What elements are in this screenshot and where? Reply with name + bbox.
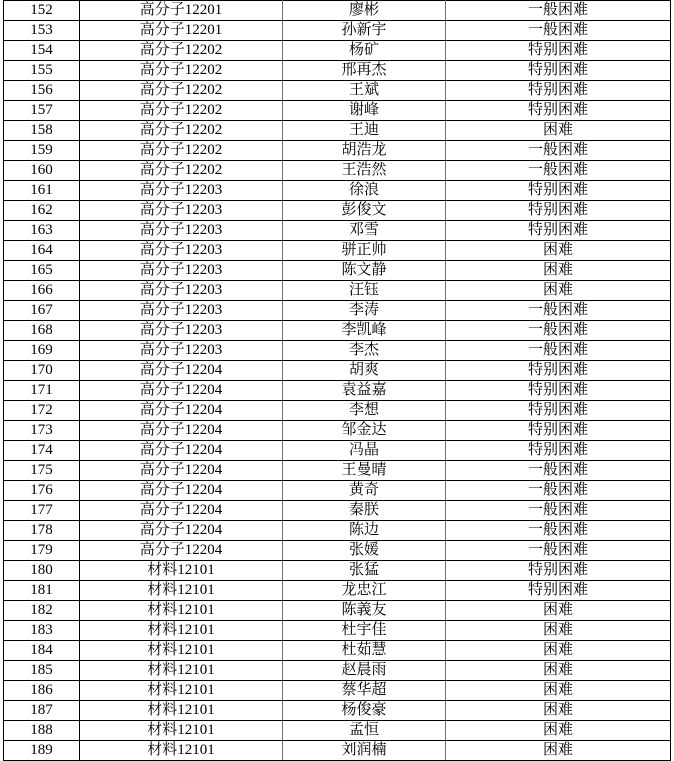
cell-difficulty_level[interactable]: 特别困难: [446, 561, 671, 581]
cell-row_number[interactable]: 180: [4, 561, 80, 581]
table-row: [4, 161, 671, 181]
cell-difficulty_level[interactable]: 困难: [446, 701, 671, 721]
cell-student_name[interactable]: 李凯峰: [283, 321, 446, 341]
cell-student_name[interactable]: 王浩然: [283, 161, 446, 181]
cell-row_number[interactable]: 167: [4, 301, 80, 321]
cell-row_number[interactable]: 154: [4, 41, 80, 61]
table-row: [4, 241, 671, 261]
cell-row_number[interactable]: 160: [4, 161, 80, 181]
table-row: [4, 261, 671, 281]
cell-row_number[interactable]: 173: [4, 421, 80, 441]
cell-student_name[interactable]: 彭俊文: [283, 201, 446, 221]
cell-row_number[interactable]: 168: [4, 321, 80, 341]
cell-difficulty_level[interactable]: 困难: [446, 721, 671, 741]
cell-row_number[interactable]: 172: [4, 401, 80, 421]
cell-row_number[interactable]: 181: [4, 581, 80, 601]
cell-row_number[interactable]: 155: [4, 61, 80, 81]
cell-class_name[interactable]: 高分子12204: [80, 401, 283, 421]
table-row: [4, 581, 671, 601]
cell-row_number[interactable]: 156: [4, 81, 80, 101]
cell-student_name[interactable]: 邢再杰: [283, 61, 446, 81]
cell-student_name[interactable]: 袁益嘉: [283, 381, 446, 401]
cell-row_number[interactable]: 175: [4, 461, 80, 481]
cell-student_name[interactable]: 骈正帅: [283, 241, 446, 261]
cell-difficulty_level[interactable]: 困难: [446, 621, 671, 641]
cell-student_name[interactable]: 胡浩龙: [283, 141, 446, 161]
cell-class_name[interactable]: 高分子12203: [80, 281, 283, 301]
table-row: [4, 201, 671, 221]
table-row: [4, 301, 671, 321]
table-row: [4, 381, 671, 401]
student-difficulty-table: [3, 0, 671, 761]
table-row: [4, 81, 671, 101]
cell-student_name[interactable]: 李杰: [283, 341, 446, 361]
cell-student_name[interactable]: 胡爽: [283, 361, 446, 381]
table-row: [4, 441, 671, 461]
cell-difficulty_level[interactable]: 困难: [446, 661, 671, 681]
cell-difficulty_level[interactable]: 困难: [446, 121, 671, 141]
cell-class_name[interactable]: 高分子12202: [80, 61, 283, 81]
table-row: [4, 41, 671, 61]
cell-difficulty_level[interactable]: 特别困难: [446, 181, 671, 201]
cell-student_name[interactable]: 王迪: [283, 121, 446, 141]
cell-difficulty_level[interactable]: 一般困难: [446, 1, 671, 21]
cell-student_name[interactable]: 杜茹慧: [283, 641, 446, 661]
cell-difficulty_level[interactable]: 特别困难: [446, 201, 671, 221]
cell-row_number[interactable]: 183: [4, 621, 80, 641]
cell-student_name[interactable]: 赵晨雨: [283, 661, 446, 681]
table-row: [4, 61, 671, 81]
cell-student_name[interactable]: 陈義友: [283, 601, 446, 621]
cell-student_name[interactable]: 杨矿: [283, 41, 446, 61]
table-row: [4, 141, 671, 161]
cell-row_number[interactable]: 165: [4, 261, 80, 281]
cell-difficulty_level[interactable]: 困难: [446, 681, 671, 701]
table-row: [4, 601, 671, 621]
cell-difficulty_level[interactable]: 特别困难: [446, 61, 671, 81]
table-row: [4, 21, 671, 41]
cell-class_name[interactable]: 材料12101: [80, 581, 283, 601]
cell-class_name[interactable]: 高分子12203: [80, 241, 283, 261]
cell-student_name[interactable]: 杜宇佳: [283, 621, 446, 641]
table-row: [4, 361, 671, 381]
cell-row_number[interactable]: 189: [4, 741, 80, 761]
cell-class_name[interactable]: 高分子12204: [80, 461, 283, 481]
cell-class_name[interactable]: 高分子12204: [80, 501, 283, 521]
table-row: [4, 221, 671, 241]
cell-row_number[interactable]: 174: [4, 441, 80, 461]
cell-difficulty_level[interactable]: 困难: [446, 281, 671, 301]
table-row: [4, 721, 671, 741]
cell-class_name[interactable]: 高分子12202: [80, 141, 283, 161]
cell-difficulty_level[interactable]: 一般困难: [446, 341, 671, 361]
cell-student_name[interactable]: 陈文静: [283, 261, 446, 281]
cell-difficulty_level[interactable]: 困难: [446, 741, 671, 761]
table-row: [4, 1, 671, 21]
cell-difficulty_level[interactable]: 特别困难: [446, 101, 671, 121]
table-row: [4, 741, 671, 761]
cell-difficulty_level[interactable]: 特别困难: [446, 441, 671, 461]
cell-class_name[interactable]: 材料12101: [80, 701, 283, 721]
table-row: [4, 701, 671, 721]
cell-row_number[interactable]: 177: [4, 501, 80, 521]
cell-difficulty_level[interactable]: 一般困难: [446, 521, 671, 541]
cell-row_number[interactable]: 158: [4, 121, 80, 141]
cell-difficulty_level[interactable]: 困难: [446, 601, 671, 621]
cell-class_name[interactable]: 高分子12203: [80, 201, 283, 221]
table-row: [4, 541, 671, 561]
cell-student_name[interactable]: 张猛: [283, 561, 446, 581]
cell-class_name[interactable]: 高分子12203: [80, 321, 283, 341]
cell-difficulty_level[interactable]: 困难: [446, 641, 671, 661]
table-body: [4, 1, 671, 761]
cell-student_name[interactable]: 蔡华超: [283, 681, 446, 701]
cell-class_name[interactable]: 高分子12204: [80, 381, 283, 401]
cell-class_name[interactable]: 高分子12202: [80, 81, 283, 101]
cell-row_number[interactable]: 166: [4, 281, 80, 301]
cell-difficulty_level[interactable]: 一般困难: [446, 21, 671, 41]
cell-class_name[interactable]: 材料12101: [80, 661, 283, 681]
cell-row_number[interactable]: 171: [4, 381, 80, 401]
table-row: [4, 681, 671, 701]
cell-class_name[interactable]: 材料12101: [80, 621, 283, 641]
cell-row_number[interactable]: 182: [4, 601, 80, 621]
cell-student_name[interactable]: 秦朕: [283, 501, 446, 521]
cell-student_name[interactable]: 王曼晴: [283, 461, 446, 481]
cell-difficulty_level[interactable]: 特别困难: [446, 81, 671, 101]
cell-row_number[interactable]: 169: [4, 341, 80, 361]
cell-difficulty_level[interactable]: 一般困难: [446, 541, 671, 561]
cell-difficulty_level[interactable]: 一般困难: [446, 321, 671, 341]
cell-student_name[interactable]: 冯晶: [283, 441, 446, 461]
cell-class_name[interactable]: 高分子12203: [80, 261, 283, 281]
cell-difficulty_level[interactable]: 一般困难: [446, 501, 671, 521]
cell-class_name[interactable]: 高分子12201: [80, 1, 283, 21]
cell-student_name[interactable]: 李想: [283, 401, 446, 421]
cell-row_number[interactable]: 185: [4, 661, 80, 681]
table-row: [4, 421, 671, 441]
cell-student_name[interactable]: 邹金达: [283, 421, 446, 441]
cell-difficulty_level[interactable]: 特别困难: [446, 401, 671, 421]
cell-class_name[interactable]: 材料12101: [80, 601, 283, 621]
table-row: [4, 461, 671, 481]
cell-difficulty_level[interactable]: 特别困难: [446, 221, 671, 241]
cell-class_name[interactable]: 高分子12204: [80, 521, 283, 541]
cell-student_name[interactable]: 刘润楠: [283, 741, 446, 761]
table-row: [4, 101, 671, 121]
cell-difficulty_level[interactable]: 困难: [446, 241, 671, 261]
cell-class_name[interactable]: 材料12101: [80, 681, 283, 701]
cell-difficulty_level[interactable]: 一般困难: [446, 301, 671, 321]
table-row: [4, 561, 671, 581]
table-row: [4, 401, 671, 421]
cell-class_name[interactable]: 材料12101: [80, 641, 283, 661]
cell-row_number[interactable]: 186: [4, 681, 80, 701]
table-row: [4, 341, 671, 361]
table-row: [4, 181, 671, 201]
cell-student_name[interactable]: 徐浪: [283, 181, 446, 201]
cell-difficulty_level[interactable]: 一般困难: [446, 461, 671, 481]
cell-row_number[interactable]: 152: [4, 1, 80, 21]
cell-row_number[interactable]: 157: [4, 101, 80, 121]
cell-student_name[interactable]: 廖彬: [283, 1, 446, 21]
cell-student_name[interactable]: 孙新宇: [283, 21, 446, 41]
cell-row_number[interactable]: 178: [4, 521, 80, 541]
table-row: [4, 281, 671, 301]
table-row: [4, 641, 671, 661]
cell-student_name[interactable]: 杨俊豪: [283, 701, 446, 721]
cell-class_name[interactable]: 高分子12203: [80, 181, 283, 201]
cell-class_name[interactable]: 材料12101: [80, 741, 283, 761]
cell-student_name[interactable]: 谢峰: [283, 101, 446, 121]
cell-class_name[interactable]: 高分子12204: [80, 421, 283, 441]
cell-class_name[interactable]: 高分子12202: [80, 121, 283, 141]
table-row: [4, 501, 671, 521]
cell-class_name[interactable]: 材料12101: [80, 561, 283, 581]
cell-difficulty_level[interactable]: 一般困难: [446, 161, 671, 181]
table-row: [4, 661, 671, 681]
cell-row_number[interactable]: 188: [4, 721, 80, 741]
cell-difficulty_level[interactable]: 特别困难: [446, 421, 671, 441]
cell-difficulty_level[interactable]: 特别困难: [446, 381, 671, 401]
cell-student_name[interactable]: 孟恒: [283, 721, 446, 741]
cell-row_number[interactable]: 170: [4, 361, 80, 381]
table-row: [4, 321, 671, 341]
cell-student_name[interactable]: 张媛: [283, 541, 446, 561]
cell-row_number[interactable]: 153: [4, 21, 80, 41]
cell-student_name[interactable]: 王斌: [283, 81, 446, 101]
cell-difficulty_level[interactable]: 一般困难: [446, 481, 671, 501]
cell-class_name[interactable]: 高分子12203: [80, 221, 283, 241]
cell-student_name[interactable]: 李涛: [283, 301, 446, 321]
cell-row_number[interactable]: 163: [4, 221, 80, 241]
cell-row_number[interactable]: 162: [4, 201, 80, 221]
cell-class_name[interactable]: 高分子12204: [80, 361, 283, 381]
cell-student_name[interactable]: 邓雪: [283, 221, 446, 241]
cell-difficulty_level[interactable]: 特别困难: [446, 361, 671, 381]
cell-student_name[interactable]: 陈边: [283, 521, 446, 541]
cell-student_name[interactable]: 龙忠江: [283, 581, 446, 601]
cell-row_number[interactable]: 176: [4, 481, 80, 501]
cell-class_name[interactable]: 高分子12204: [80, 441, 283, 461]
cell-difficulty_level[interactable]: 特别困难: [446, 581, 671, 601]
cell-row_number[interactable]: 187: [4, 701, 80, 721]
cell-class_name[interactable]: 高分子12204: [80, 541, 283, 561]
cell-class_name[interactable]: 高分子12202: [80, 41, 283, 61]
table-row: [4, 121, 671, 141]
cell-class_name[interactable]: 高分子12201: [80, 21, 283, 41]
cell-class_name[interactable]: 高分子12203: [80, 301, 283, 321]
cell-class_name[interactable]: 高分子12202: [80, 161, 283, 181]
table-row: [4, 521, 671, 541]
cell-row_number[interactable]: 161: [4, 181, 80, 201]
cell-student_name[interactable]: 汪钰: [283, 281, 446, 301]
cell-row_number[interactable]: 164: [4, 241, 80, 261]
cell-row_number[interactable]: 179: [4, 541, 80, 561]
cell-class_name[interactable]: 材料12101: [80, 721, 283, 741]
cell-class_name[interactable]: 高分子12204: [80, 481, 283, 501]
cell-difficulty_level[interactable]: 困难: [446, 261, 671, 281]
cell-difficulty_level[interactable]: 一般困难: [446, 141, 671, 161]
cell-student_name[interactable]: 黄奇: [283, 481, 446, 501]
table-row: [4, 481, 671, 501]
table-row: [4, 621, 671, 641]
cell-row_number[interactable]: 159: [4, 141, 80, 161]
cell-difficulty_level[interactable]: 特别困难: [446, 41, 671, 61]
cell-class_name[interactable]: 高分子12202: [80, 101, 283, 121]
cell-class_name[interactable]: 高分子12203: [80, 341, 283, 361]
cell-row_number[interactable]: 184: [4, 641, 80, 661]
